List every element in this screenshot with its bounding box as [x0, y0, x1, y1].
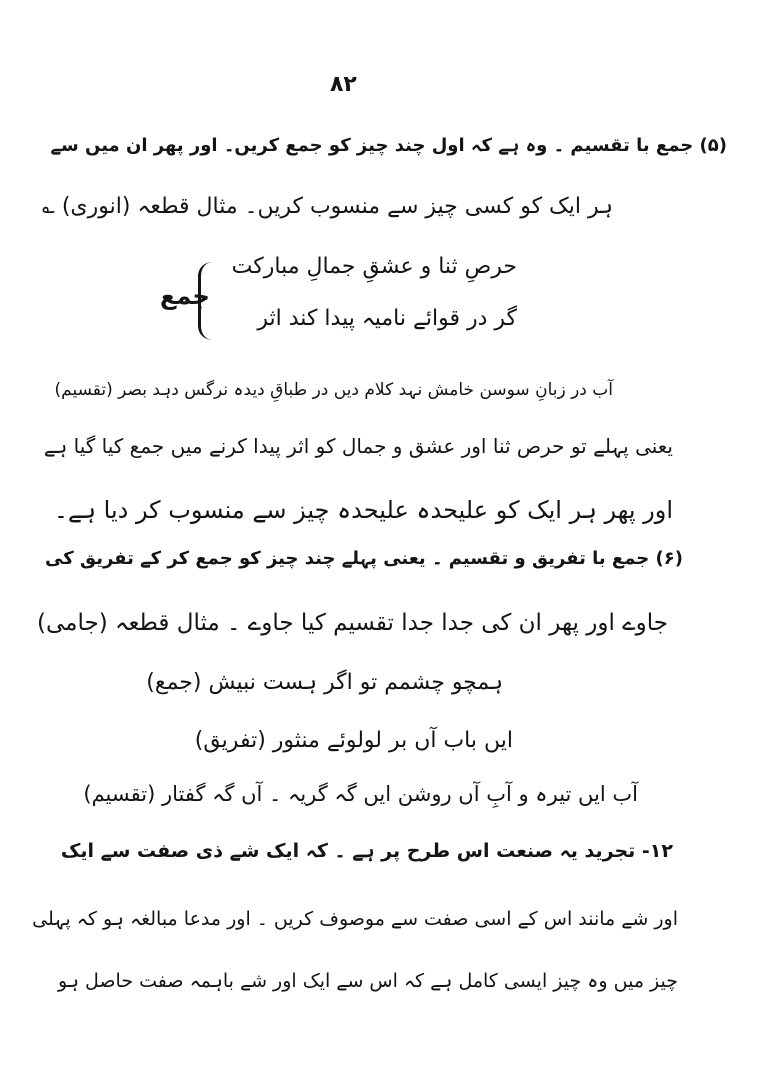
verse-line-2: گر در قوائے نامیہ پیدا کند اثر — [257, 306, 517, 331]
text-line-1: (۵) جمع با تقسیم ۔ وہ ہے کہ اول چند چیز کو جمع کریں۔ اور پھر ان میں سے — [50, 135, 727, 156]
verse-line-1: حرصِ ثنا و عشقِ جمالِ مبارکت — [231, 254, 517, 279]
text-line-7: جاوے اور پھر ان کی جدا جدا تقسیم کیا جاوے ۔ مثال قطعہ (جامی) — [37, 610, 668, 636]
page-number: ۸۲ — [330, 72, 357, 97]
verse-line-5: آب ایں تیرہ و آبِ آں روشن ایں گہ گریہ ۔ آں گہ گفتار (تقسیم) — [83, 782, 638, 806]
text-line-6: (۶) جمع با تفریق و تقسیم ۔ یعنی پہلے چند چیز کو جمع کر کے تفریق کی — [45, 548, 683, 569]
verse-line-3: ہمچو چشمم تو اگر ہست نبیش (جمع) — [146, 670, 503, 695]
bracket-label: جمع — [160, 282, 210, 310]
verse-line-4: ایں باب آں بر لولوئے منثور (تفریق) — [194, 728, 513, 753]
text-line-5: اور پھر ہر ایک کو علیحدہ علیحدہ چیز سے منسوب کر دیا ہے۔ — [53, 496, 673, 524]
text-line-4: یعنی پہلے تو حرص ثنا اور عشق و جمال کو اثر پیدا کرنے میں جمع کیا گیا ہے — [43, 434, 673, 458]
text-line-9: اور شے مانند اس کے اسی صفت سے موصوف کریں ۔ اور مدعا مبالغہ ہو کہ پہلی — [32, 908, 678, 930]
text-line-8: ۱۲- تجرید یہ صنعت اس طرح پر ہے ۔ کہ ایک شے ذی صفت سے ایک — [60, 840, 673, 862]
text-line-2: ہر ایک کو کسی چیز سے منسوب کریں۔ مثال قطعہ (انوری) ؎ — [41, 194, 613, 219]
text-line-3: آب در زبانِ سوسن خامش نہد کلام دیں در طباقِ دیدہ نرگس دہد بصر (تقسیم) — [54, 380, 613, 400]
text-line-10: چیز میں وہ چیز ایسی کامل ہے کہ اس سے ایک اور شے باہمہ صفت حاصل ہو — [58, 970, 678, 992]
